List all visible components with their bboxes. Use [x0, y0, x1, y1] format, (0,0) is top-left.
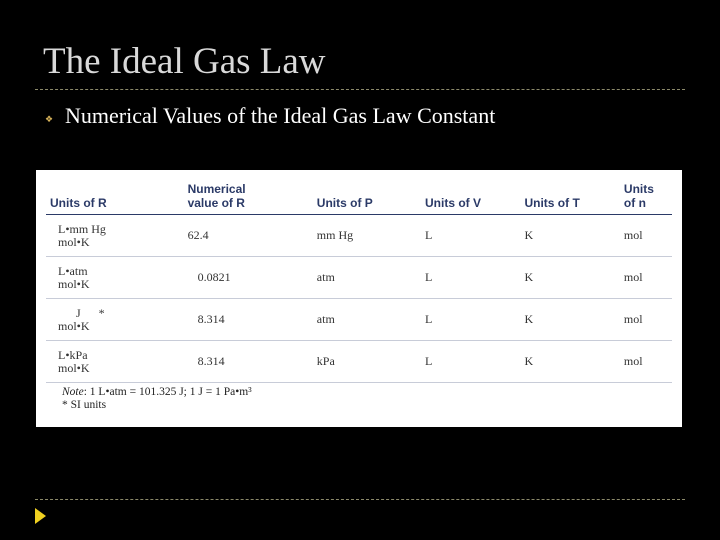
cell-value: 8.314: [184, 299, 313, 341]
cell-value: 8.314: [184, 341, 313, 383]
header-units-r: [46, 182, 184, 215]
cell-units-n: mol: [620, 341, 672, 383]
bullet-text: Numerical Values of the Ideal Gas Law Constant: [65, 103, 496, 128]
cell-value: 62.4: [184, 215, 313, 257]
cell-units-t: K: [520, 299, 619, 341]
header-units-t: [520, 182, 619, 215]
header-units-r-label: Units of R: [50, 196, 107, 210]
header-units-v-label: Units of V: [425, 196, 482, 210]
cell-units-p: mm Hg: [313, 215, 421, 257]
cell-value: 0.0821: [184, 257, 313, 299]
cell-units-r: [46, 257, 184, 299]
table-header-row: [46, 182, 672, 215]
cell-units-v: L: [421, 215, 520, 257]
header-units-n-line1: Units: [623, 182, 654, 196]
header-numerical-line2: value of R: [187, 196, 245, 210]
cell-units-v: L: [421, 257, 520, 299]
cell-units-t: K: [520, 215, 619, 257]
next-slide-arrow-icon[interactable]: [35, 508, 46, 524]
table-row: [46, 299, 672, 341]
table-footnote: [62, 386, 252, 412]
units-r-denominator: mol•K: [58, 318, 90, 333]
table-row: [46, 341, 672, 383]
cell-units-t: K: [520, 341, 619, 383]
note-label: Note: [62, 386, 84, 398]
cell-units-t: K: [520, 257, 619, 299]
header-units-t-label: Units of T: [524, 196, 580, 210]
si-units-note: * SI units: [62, 399, 107, 411]
header-units-p-label: Units of P: [316, 196, 373, 210]
cell-units-r: [46, 341, 184, 383]
header-units-v: [421, 182, 520, 215]
cell-units-p: atm: [313, 257, 421, 299]
diamond-bullet-icon: ❖: [45, 114, 54, 124]
title-divider: [35, 89, 685, 90]
table-row: [46, 215, 672, 257]
header-numerical-line1: Numerical: [187, 182, 246, 196]
units-r-numerator: J *: [76, 305, 105, 320]
footer-divider: [35, 499, 685, 500]
slide-title: The Ideal Gas Law: [43, 41, 326, 82]
cell-units-p: atm: [313, 299, 421, 341]
cell-units-n: mol: [620, 215, 672, 257]
cell-units-r: [46, 299, 184, 341]
header-units-n: [620, 182, 672, 215]
units-r-denominator: mol•K: [58, 360, 90, 375]
cell-units-n: mol: [620, 299, 672, 341]
units-r-denominator: mol•K: [58, 276, 90, 291]
cell-units-v: L: [421, 341, 520, 383]
note-text: : 1 L•atm = 101.325 J; 1 J = 1 Pa•m³: [83, 386, 252, 398]
table-row: [46, 257, 672, 299]
units-r-numerator: L•atm: [58, 263, 88, 278]
cell-units-p: kPa: [313, 341, 421, 383]
header-numerical-value: [184, 182, 313, 215]
cell-units-n: mol: [620, 257, 672, 299]
cell-units-v: L: [421, 299, 520, 341]
gas-constant-table: [46, 182, 672, 383]
units-r-denominator: mol•K: [58, 234, 90, 249]
header-units-p: [313, 182, 421, 215]
units-r-numerator: L•kPa: [58, 347, 88, 362]
units-r-numerator: L•mm Hg: [58, 221, 106, 236]
gas-constant-table-panel: [36, 170, 682, 427]
cell-units-r: [46, 215, 184, 257]
header-units-n-line2: of n: [623, 196, 646, 210]
